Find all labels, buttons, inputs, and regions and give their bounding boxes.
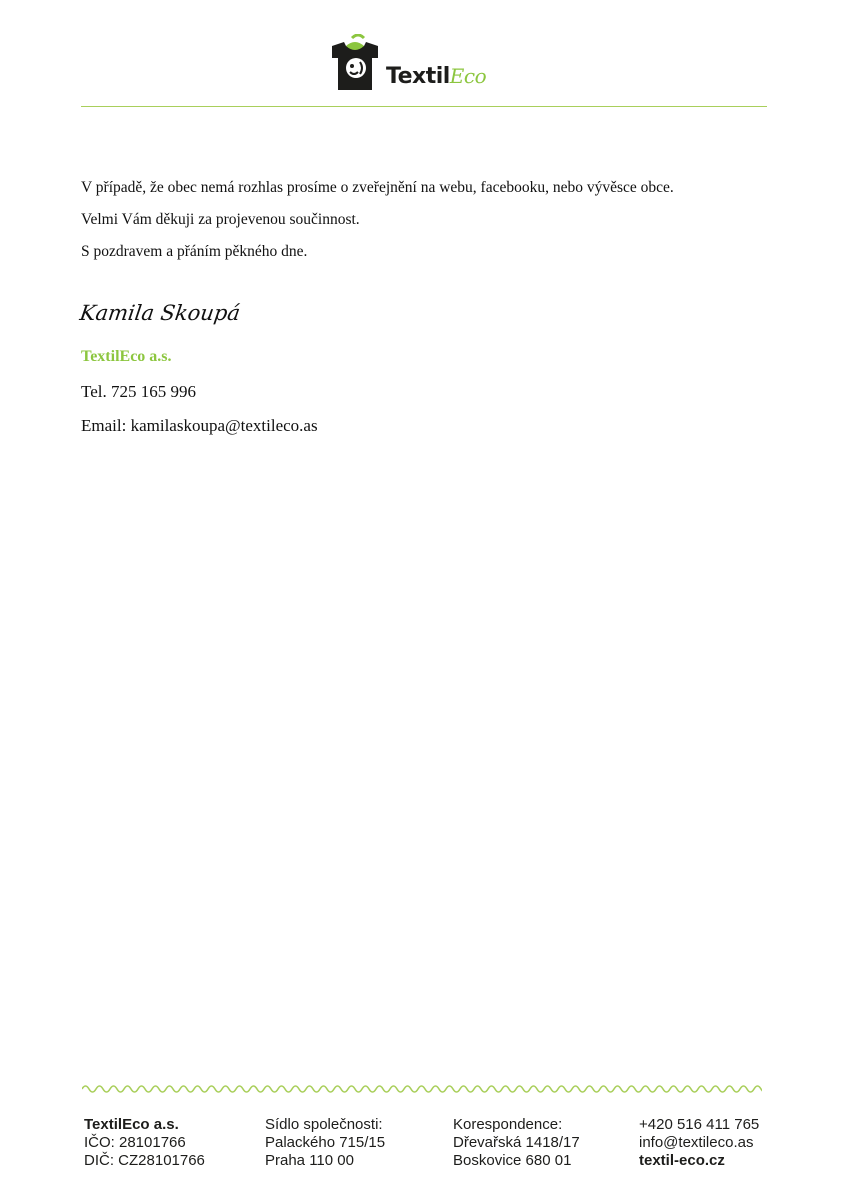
paragraph: Velmi Vám děkuji za projevenou součinnost.: [81, 211, 360, 228]
paragraph: S pozdravem a přáním pěkného dne.: [81, 243, 308, 260]
letter-body: [81, 172, 674, 268]
footer-hq-city: Praha 110 00: [265, 1152, 354, 1169]
footer-website: textil-eco.cz: [639, 1152, 725, 1169]
footer-wave-divider: [82, 1082, 762, 1096]
footer-hq-street: Palackého 715/15: [265, 1134, 386, 1151]
footer-company-name: TextilEco a.s.: [84, 1116, 179, 1133]
footer-headquarters: [265, 1116, 385, 1170]
footer-corr-city: Boskovice 680 01: [453, 1152, 572, 1169]
footer-phone: +420 516 411 765: [639, 1116, 760, 1133]
signature-phone: Tel. 725 165 996: [81, 382, 196, 401]
footer-corr-label: Korespondence:: [453, 1116, 563, 1133]
company-logo: [330, 34, 510, 94]
handwritten-signature: Kamila Skoupá: [78, 301, 242, 325]
footer-corr-street: Dřevařská 1418/17: [453, 1134, 580, 1151]
footer-contact: [639, 1116, 759, 1170]
signature-company: TextilEco a.s.: [81, 348, 172, 365]
tshirt-logo-icon: [330, 34, 380, 92]
footer-company-info: [84, 1116, 205, 1170]
footer-correspondence: [453, 1116, 580, 1170]
logo-wordmark: [386, 64, 486, 89]
logo-text-accent: Eco: [449, 64, 487, 88]
signature-email: Email: kamilaskoupa@textileco.as: [81, 416, 318, 435]
footer-ico: IČO: 28101766: [84, 1134, 186, 1151]
header-divider: [81, 106, 767, 107]
footer-hq-label: Sídlo společnosti:: [265, 1116, 383, 1133]
logo-text: Textil: [386, 64, 450, 89]
footer-dic: DIČ: CZ28101766: [84, 1152, 205, 1169]
paragraph: V případě, že obec nemá rozhlas prosíme o zveřejnění na webu, facebooku, nebo vývěsce obce.: [81, 179, 674, 196]
footer-email: info@textileco.as: [639, 1134, 754, 1151]
